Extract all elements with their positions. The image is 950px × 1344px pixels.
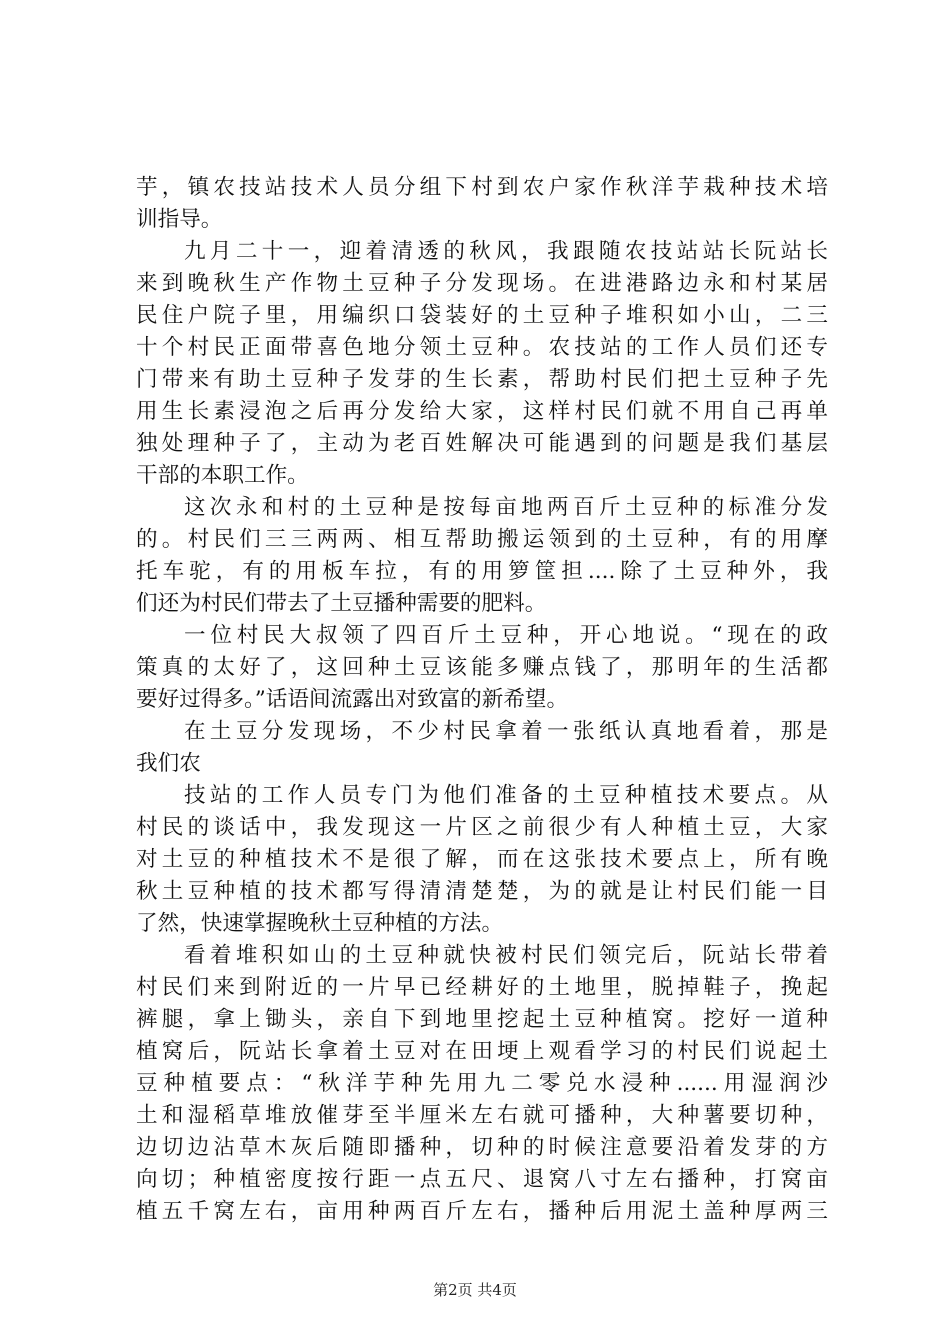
text-line: 要好过得多。”话语间流露出对致富的新希望。 (136, 687, 569, 712)
text-line: 我们农 (136, 751, 201, 776)
text-line: 芋，镇农技站技术人员分组下村到农户家作秋洋芋栽种技术培 (136, 175, 828, 200)
text-line: 边切边沾草木灰后随即播种，切种的时候注意要沿着发芽的方 (136, 1135, 828, 1160)
paragraph-first-line: 一位村民大叔领了四百斤土豆种，开心地说。“现在的政 (184, 623, 828, 648)
text-line: 用生长素浸泡之后再分发给大家，这样村民们就不用自己再单 (136, 399, 828, 424)
text-line: 了然，快速掌握晚秋土豆种植的方法。 (136, 911, 504, 936)
text-line: 豆种植要点：“秋洋芋种先用九二零兑水浸种......用湿润沙 (136, 1071, 828, 1096)
text-line: 村民的谈话中，我发现这一片区之前很少有人种植土豆，大家 (136, 815, 828, 840)
text-line: 民住户院子里，用编织口袋装好的土豆种子堆积如小山，二三 (136, 303, 828, 328)
paragraph-first-line: 看着堆积如山的土豆种就快被村民们领完后，阮站长带着 (184, 943, 828, 968)
text-line: 来到晚秋生产作物土豆种子分发现场。在进港路边永和村某居 (136, 271, 828, 296)
paragraph-first-line: 技站的工作人员专门为他们准备的土豆种植技术要点。从 (184, 783, 828, 808)
text-line: 十个村民正面带喜色地分领土豆种。农技站的工作人员们还专 (136, 335, 828, 360)
text-line: 托车驼，有的用板车拉，有的用箩筐担....除了土豆种外，我 (136, 559, 828, 584)
document-body (136, 172, 828, 1228)
text-line: 独处理种子了，主动为老百姓解决可能遇到的问题是我们基层 (136, 431, 828, 456)
text-line: 干部的本职工作。 (136, 463, 309, 488)
text-line: 对土豆的种植技术不是很了解，而在这张技术要点上，所有晚 (136, 847, 828, 872)
text-line: 们还为村民们带去了土豆播种需要的肥料。 (136, 591, 547, 616)
text-line: 裤腿，拿上锄头，亲自下到地里挖起土豆种植窝。挖好一道种 (136, 1007, 828, 1032)
paragraph-first-line: 在土豆分发现场，不少村民拿着一张纸认真地看着，那是 (184, 719, 828, 744)
page-number: 第2页 共4页 (433, 1281, 517, 1299)
text-line: 策真的太好了，这回种土豆该能多赚点钱了，那明年的生活都 (136, 655, 828, 680)
paragraph-first-line: 九月二十一，迎着清透的秋风，我跟随农技站站长阮站长 (184, 239, 828, 264)
text-line: 的。村民们三三两两、相互帮助搬运领到的土豆种，有的用摩 (136, 527, 828, 552)
text-line: 植五千窝左右，亩用种两百斤左右，播种后用泥土盖种厚两三 (136, 1199, 828, 1224)
text-line: 门带来有助土豆种子发芽的生长素，帮助村民们把土豆种子先 (136, 367, 828, 392)
text-line: 秋土豆种植的技术都写得清清楚楚，为的就是让村民们能一目 (136, 879, 828, 904)
text-line: 植窝后，阮站长拿着土豆对在田埂上观看学习的村民们说起土 (136, 1039, 828, 1064)
paragraph-first-line: 这次永和村的土豆种是按每亩地两百斤土豆种的标准分发 (184, 495, 828, 520)
text-line: 土和湿稻草堆放催芽至半厘米左右就可播种，大种薯要切种， (136, 1103, 828, 1128)
text-line: 向切；种植密度按行距一点五尺、退窝八寸左右播种，打窝亩 (136, 1167, 828, 1192)
text-line: 训指导。 (136, 207, 223, 232)
text-line: 村民们来到附近的一片早已经耕好的土地里，脱掉鞋子，挽起 (136, 975, 828, 1000)
